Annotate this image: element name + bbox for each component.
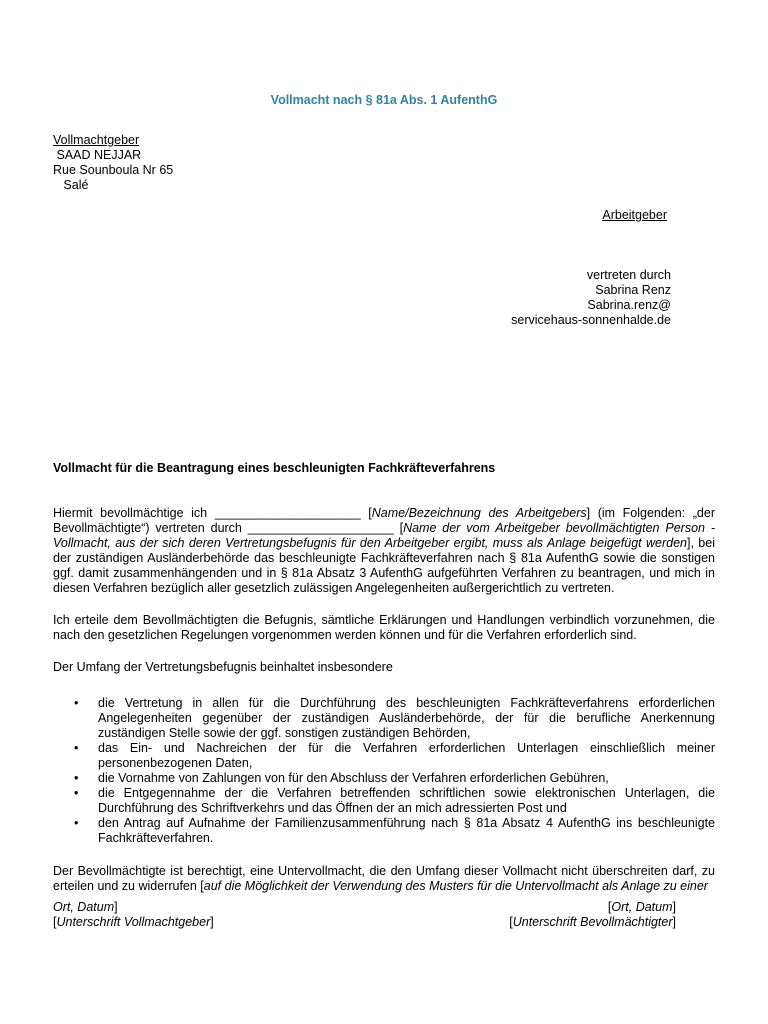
- attorney-signature-label: Unterschrift Bevollmächtigter: [512, 915, 673, 929]
- grantor-label: Vollmachtgeber: [53, 133, 140, 147]
- bullet-icon: •: [74, 741, 79, 755]
- list-item: • die Vertretung in allen für die Durchführung des beschleunigten Fachkräfteverfahrens erforderlichen Angelegenheiten gegenüber der zuständigen Ausländerbehörde, der für die berufliche Anerkennung zuständigen Stelle sowie der ggf. sonstigen zuständigen Behörden,: [74, 696, 715, 740]
- para1-text-1: Hiermit bevollmächtige ich _____________________ [: [53, 506, 372, 520]
- bullet-icon: •: [74, 696, 79, 710]
- list-item: • die Vornahme von Zahlungen von für den Abschluss der Verfahren erforderlichen Gebühren,: [74, 771, 609, 785]
- para1-text-3: ], bei der zuständigen Ausländerbehörde das beschleunigte Fachkräfteverfahren nach § 81a AufenthG sowie die sonstigen ggf. damit zusammenhängenden und in § 81a Absatz 3 AufenthG aufgeführten Verfahren zu beantragen, und mich in diesen Verfahren bezüglich aller gesetzlich zulässigen Angelegenheiten außergerichtlich zu vertreten.: [53, 536, 715, 595]
- section-heading: Vollmacht für die Beantragung eines beschleunigten Fachkräfteverfahrens: [53, 461, 496, 475]
- bullet-icon: •: [74, 771, 79, 785]
- grantor-block: [53, 133, 173, 193]
- scope-list: [53, 696, 715, 846]
- employer-label: Arbeitgeber: [602, 208, 667, 222]
- powers-paragraph: Ich erteile dem Bevollmächtigten die Befugnis, sämtliche Erklärungen und Handlungen verbindlich vorzunehmen, die nach den gesetzlichen Regelungen vorgenommen werden können und für die Verfahren erforderlich sind.: [53, 613, 715, 642]
- para1-text-2: ] (im Folgenden: „der Bevollmächtigte“) vertreten durch _____________________ [: [53, 506, 716, 535]
- bullet-icon: •: [74, 786, 79, 800]
- place-date-label-left: Ort, Datum: [53, 900, 115, 914]
- sub-authorization-note: auf die Möglichkeit der Verwendung des Musters für die Untervollmacht als Anlage zu einer: [203, 879, 708, 893]
- list-item: • die Entgegennahme der die Verfahren betreffenden schriftlichen sowie elektronischen Unterlagen, die Durchführung des Schriftverkehrs und das Öffnen der an mich adressierten Post und: [74, 786, 715, 815]
- grantor-signature-block: Ort, Datum] [Unterschrift Vollmachtgeber]: [53, 900, 214, 929]
- sub-authorization-paragraph: [53, 864, 715, 894]
- grantor-signature-label: Unterschrift Vollmachtgeber: [56, 915, 211, 929]
- grantor-name: SAAD NEJJAR: [53, 148, 142, 162]
- para5-text: Der Bevollmächtigte ist berechtigt, eine Untervollmacht, die den Umfang dieser Vollmacht nicht überschreiten darf, zu erteilen und zu widerrufen [: [53, 864, 715, 893]
- list-item: • das Ein- und Nachreichen der für die Verfahren erforderlichen Unterlagen einschließlich meiner personenbezogenen Daten,: [74, 741, 715, 770]
- authorized-person-placeholder: Name der vom Arbeitgeber bevollmächtigten Person - Vollmacht, aus der sich deren Vertretungsbefugnis für den Arbeitgeber ergibt, muss als Anlage beigefügt werden: [53, 521, 715, 550]
- grantor-city: Salé: [53, 178, 89, 192]
- authorization-paragraph: [53, 506, 715, 596]
- employer-representative-block: [511, 268, 671, 328]
- representative-email-line2: servicehaus-sonnenhalde.de: [511, 313, 671, 327]
- grantor-street: Rue Sounboula Nr 65: [53, 163, 174, 177]
- representative-email-line1: Sabrina.renz@: [587, 298, 671, 312]
- document-title: Vollmacht nach § 81a Abs. 1 AufenthG: [270, 93, 498, 107]
- scope-intro-paragraph: Der Umfang der Vertretungsbefugnis beinhaltet insbesondere: [53, 660, 393, 674]
- list-item: • den Antrag auf Aufnahme der Familienzusammenführung nach § 81a Absatz 4 AufenthG ins beschleunigte Fachkräfteverfahren.: [74, 816, 715, 845]
- bullet-icon: •: [74, 816, 79, 830]
- representative-name: Sabrina Renz: [595, 283, 671, 297]
- attorney-signature-block: [Ort, Datum] [Unterschrift Bevollmächtigter]: [509, 900, 676, 929]
- employer-name-placeholder: Name/Bezeichnung des Arbeitgebers: [371, 506, 587, 520]
- represented-by-label: vertreten durch: [586, 268, 671, 282]
- place-date-label-right: Ort, Datum: [611, 900, 673, 914]
